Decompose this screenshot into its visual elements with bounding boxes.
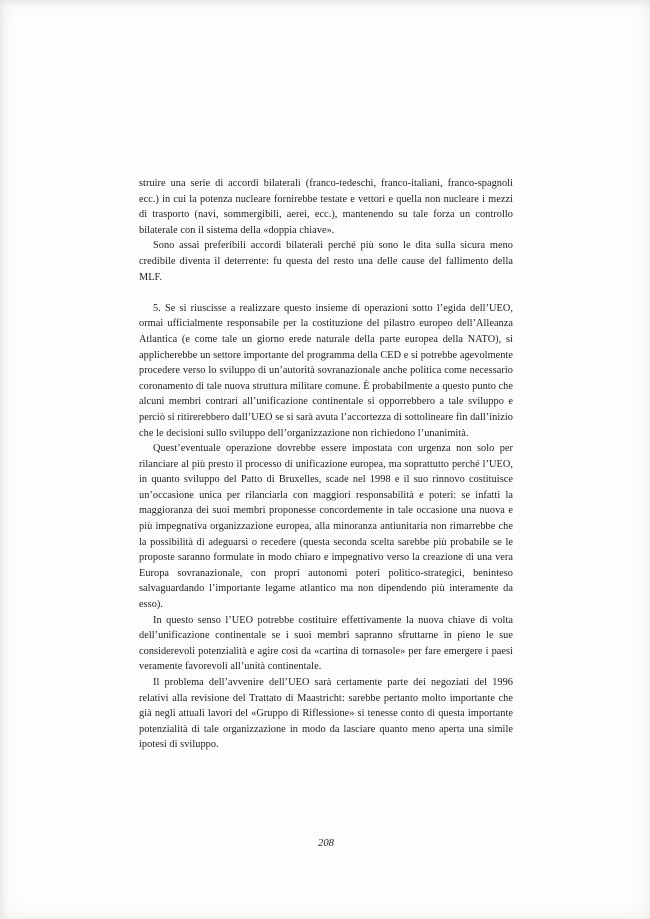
paragraph-section-5: 5. Se si riuscisse a realizzare questo insieme di operazioni sotto l’egida dell’UEO, ormai ufficialmente responsabile per la costituzione del pilastro europeo dell’Alleanza Atlantica (e come tale un giorno erede naturale della parte europea della NATO), si applicherebbe un settore importante del programma della CED e si potrebbe agevolmente procedere verso lo sviluppo di un’autorità sovranazionale anche politica come necessario coronamento di tale nuova struttura militare comune. È probabilmente a questo punto che alcuni membri contrari all’unificazione continentale si opporrebbero a tale sviluppo e perciò si ritirerebbero dall’UEO se si sarà avuta l’accortezza di sottolineare fin dall’inizio che le decisioni sullo sviluppo dell’organizzazione non richiedono l’unanimità. — [139, 302, 513, 439]
page-number: 208 — [318, 838, 334, 849]
paragraph: Quest’eventuale operazione dovrebbe essere impostata con urgenza non solo per rilanciare al più presto il processo di unificazione europea, ma soprattutto perché l’UEO, in quanto sviluppo del Patto di Bruxelles, scade nel 1998 e il suo rinnovo costituisce un’occasione unica per rilanciarla con maggiori responsabilità e poteri: se infatti la maggioranza dei suoi membri proponesse concordemente in tale occasione una nuova e più impegnativa organizzazione europea, alla minoranza antiunitaria non rimarrebbe che la possibilità di adeguarsi o recedere (questa seconda scelta sarebbe più probabile se le proposte saranno formulate in modo chiaro e impegnativo verso la creazione di una vera Europa sovranazionale, con propri autonomi poteri politico-strategici, beninteso salvaguardando l’importante legame atlantico ma non dipendendo più interamente da esso). — [139, 443, 513, 611]
page-text-block — [139, 176, 513, 753]
paragraph: In questo senso l’UEO potrebbe costituire effettivamente la nuova chiave di volta dell’unificazione continentale se i suoi membri sapranno sfruttarne in pieno le sue considerevoli potenzialità e agire così da «cartina di tornasole» per fare emergere i paesi veramente favorevoli all’unità continentale. — [139, 614, 513, 673]
paragraph: Sono assai preferibili accordi bilaterali perché più sono le dita sulla sicura meno credibile diventa il deterrente: fu questa del resto una delle cause del fallimento della MLF. — [139, 240, 513, 283]
paragraph: Il problema dell’avvenire dell’UEO sarà certamente parte dei negoziati del 1996 relativi alla revisione del Trattato di Maastricht: sarebbe pertanto molto importante che già negli attuali lavori del «Gruppo di Riflessione» si tenesse conto di questa importante potenzialità di tale organizzazione in modo da lasciare quanto meno aperta una simile ipotesi di sviluppo. — [139, 677, 513, 751]
paragraph-continuation: struire una serie di accordi bilaterali (franco-tedeschi, franco-italiani, franco-spagnoli ecc.) in cui la potenza nucleare fornirebbe testate e vettori e quella non nucleare i mezzi di trasporto (navi, sommergibili, aerei, ecc.), mantenendo su tale forza un controllo bilaterale con il sistema della «doppia chiave». — [139, 178, 513, 236]
